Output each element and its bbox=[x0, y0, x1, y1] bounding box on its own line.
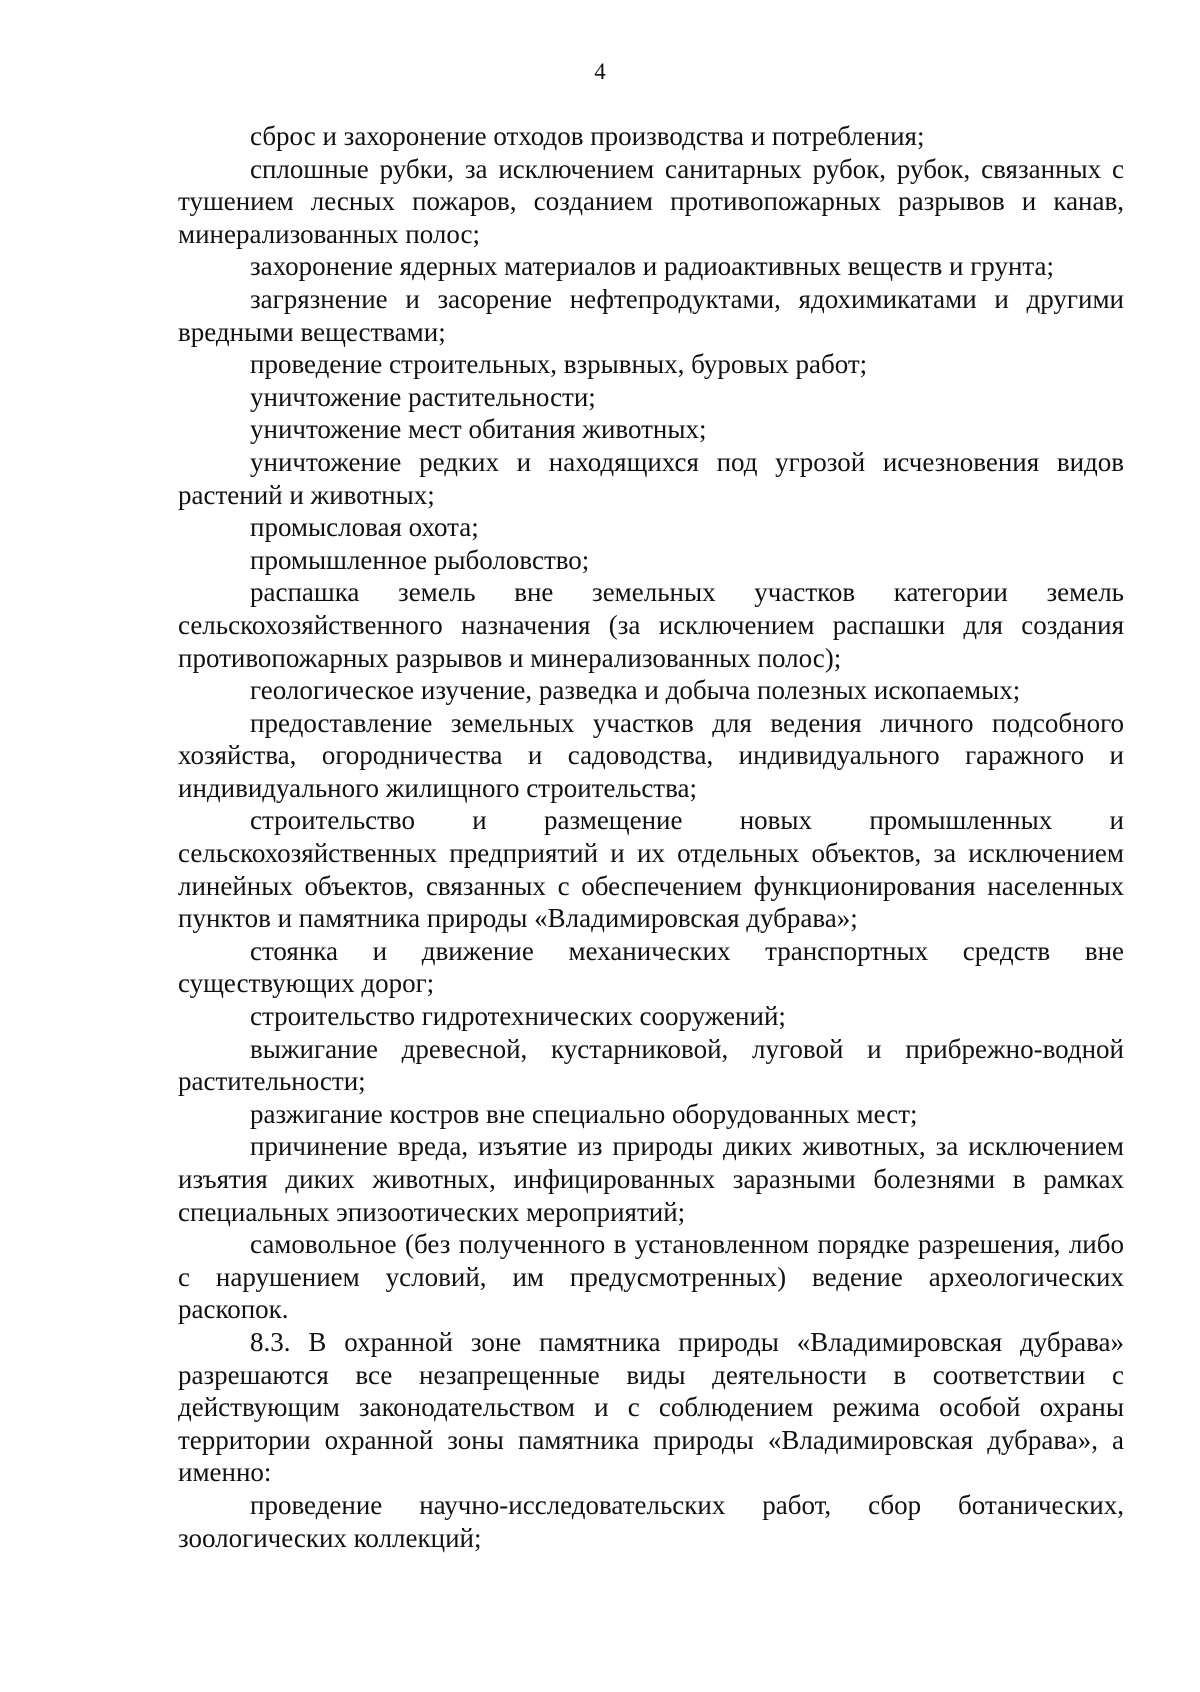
paragraph: 8.3. В охранной зоне памятника природы «Владимировская дубрава» разрешаются все незапрещенные виды деятельности в соответствии с действующим законодательством и с соблюдением режима особой охраны территории охранной зоны памятника природы «Владимировская дубрава», а именно: bbox=[178, 1326, 1124, 1488]
paragraph: захоронение ядерных материалов и радиоактивных веществ и грунта; bbox=[250, 251, 1055, 282]
paragraph: промышленное рыболовство; bbox=[250, 544, 590, 575]
paragraph: уничтожение растительности; bbox=[250, 381, 596, 412]
document-body bbox=[178, 120, 1124, 1554]
paragraph: самовольное (без полученного в установленном порядке разрешения, либо с нарушением условий, им предусмотренных) ведение археологических раскопок. bbox=[178, 1229, 1124, 1325]
page-number: 4 bbox=[594, 59, 606, 84]
paragraph: стоянка и движение механических транспортных средств вне существующих дорог; bbox=[178, 935, 1124, 999]
paragraph: выжигание древесной, кустарниковой, луговой и прибрежно-водной растительности; bbox=[178, 1033, 1124, 1097]
paragraph: сброс и захоронение отходов производства и потребления; bbox=[250, 121, 925, 151]
paragraph: разжигание костров вне специально оборудованных мест; bbox=[250, 1098, 918, 1129]
paragraph: проведение строительных, взрывных, буровых работ; bbox=[250, 349, 868, 380]
paragraph: предоставление земельных участков для ведения личного подсобного хозяйства, огородничества и садоводства, индивидуального гаражного и индивидуального жилищного строительства; bbox=[178, 707, 1124, 803]
paragraph: загрязнение и засорение нефтепродуктами, ядохимикатами и другими вредными веществами; bbox=[178, 283, 1124, 347]
paragraph: уничтожение редких и находящихся под угрозой исчезновения видов растений и животных; bbox=[178, 446, 1124, 510]
paragraph: причинение вреда, изъятие из природы диких животных, за исключением изъятия диких животных, инфицированных заразными болезнями в рамках специальных эпизоотических мероприятий; bbox=[178, 1131, 1124, 1227]
paragraph: сплошные рубки, за исключением санитарных рубок, рубок, связанных с тушением лесных пожаров, созданием противопожарных разрывов и канав, минерализованных полос; bbox=[178, 153, 1124, 249]
paragraph: распашка земель вне земельных участков категории земель сельскохозяйственного назначения (за исключением распашки для создания противопожарных разрывов и минерализованных полос); bbox=[178, 577, 1124, 673]
paragraph: строительство и размещение новых промышленных и сельскохозяйственных предприятий и их отдельных объектов, за исключением линейных объектов, связанных с обеспечением функционирования населенных пунктов и памятника природы «Владимировская дубрава»; bbox=[178, 805, 1124, 934]
paragraph: геологическое изучение, разведка и добыча полезных ископаемых; bbox=[250, 675, 1021, 706]
paragraph: промысловая охота; bbox=[250, 512, 479, 543]
paragraph: проведение научно-исследовательских работ, сбор ботанических, зоологических коллекций; bbox=[178, 1489, 1124, 1553]
paragraph: уничтожение мест обитания животных; bbox=[250, 414, 707, 445]
paragraph: строительство гидротехнических сооружений; bbox=[250, 1001, 786, 1032]
